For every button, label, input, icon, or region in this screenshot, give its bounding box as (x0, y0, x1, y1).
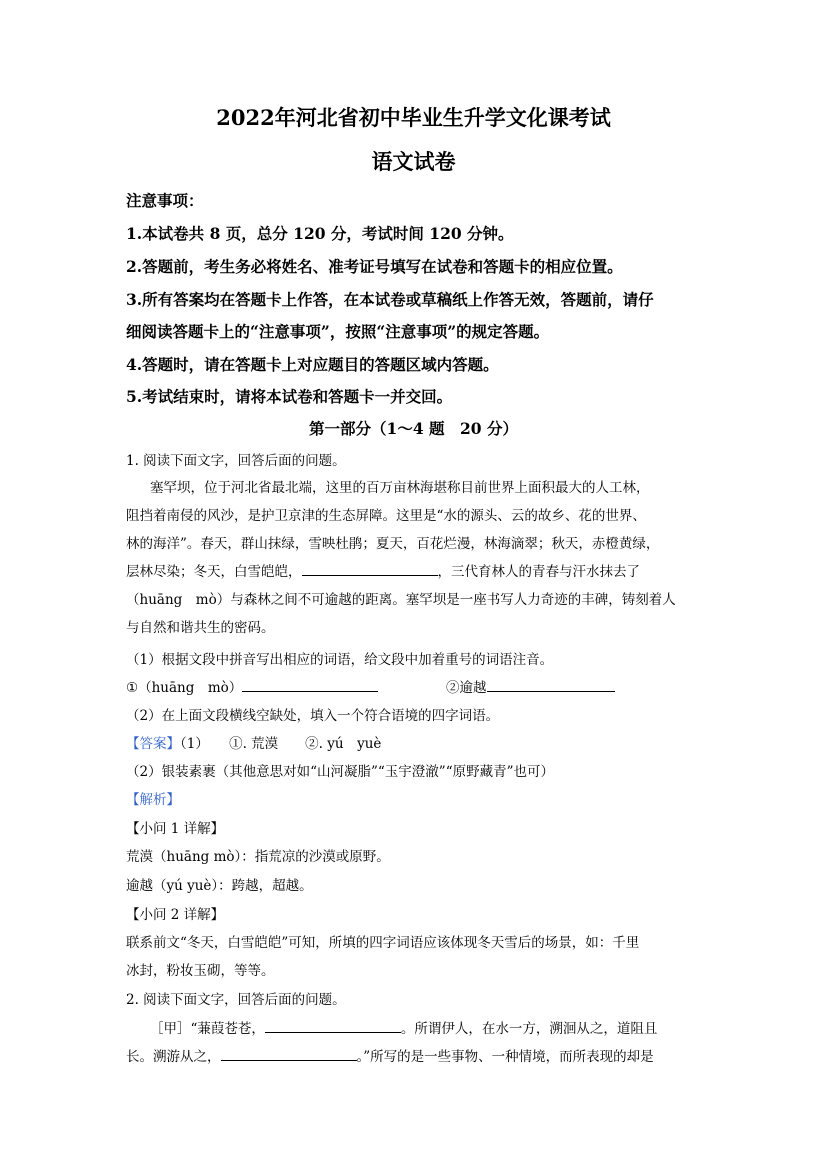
passage-line: （huāng mò）与森林之间不可逾越的距离。塞罕坝是一座书写人力奇迹的丰碑，铸刻着人 (126, 592, 676, 608)
passage-text: ，三代育林人的青春与汗水抹去了 (437, 564, 640, 580)
passage-text: 。”所写的是一些事物、一种情境，而所表现的却是 (356, 1049, 654, 1065)
passage-line: 阻挡着南侵的风沙，是护卫京津的生态屏障。这里是“水的源头、云的故乡、花的世界、 (126, 508, 646, 524)
passage-line (126, 1045, 654, 1065)
notice-item: 细阅读答题卡上的“注意事项”，按照“注意事项”的规定答题。 (126, 322, 550, 341)
exam-subtitle: 语文试卷 (371, 149, 456, 174)
sub-question-1: （1）根据文段中拼音写出相应的词语，给文段中加着重号的词语注音。 (126, 652, 554, 668)
passage-line (126, 560, 640, 580)
detail-text: 荒漠（huāng mò）：指荒凉的沙漠或原野。 (126, 849, 390, 865)
blank-label: ②逾越 (446, 680, 487, 696)
sub-question-1-blanks (126, 676, 378, 696)
notice-item: 3.所有答案均在答题卡上作答，在本试卷或草稿纸上作答无效，答题前，请仔 (126, 290, 654, 309)
passage-text: ［甲］“蒹葭苍苍， (150, 1021, 265, 1037)
notice-item: 1.本试卷共 8 页，总分 120 分，考试时间 120 分钟。 (126, 224, 514, 243)
passage-text: 。所谓伊人，在水一方，溯洄从之，道阻且 (400, 1021, 658, 1037)
sub-question-1-blanks (446, 676, 615, 696)
detail-text: 逾越（yú yuè）：跨越，超越。 (126, 878, 313, 894)
answer-text: （1） ①. 荒漠 ②. yú yuè (180, 736, 382, 752)
sub-question-2: （2）在上面文段横线空缺处，填入一个符合语境的四字词语。 (126, 708, 500, 724)
fill-blank (265, 1018, 401, 1033)
detail-label: 【小问 2 详解】 (126, 907, 225, 923)
passage-line: 林的海洋”。春天，群山抹绿，雪映杜鹃；夏天，百花烂漫，林海滴翠；秋天，赤橙黄绿， (126, 536, 660, 552)
notice-heading: 注意事项： (126, 191, 204, 210)
notice-item: 5.考试结束时，请将本试卷和答题卡一并交回。 (126, 387, 453, 406)
detail-text: 冰封，粉妆玉砌，等等。 (126, 963, 275, 979)
passage-text: 长。溯游从之， (126, 1049, 221, 1065)
blank-label: ①（huāng mò） (126, 680, 243, 696)
passage-line: 塞罕坝，位于河北省最北端，这里的百万亩林海堪称目前世界上面积最大的人工林， (150, 480, 650, 496)
answer-line (126, 732, 381, 752)
notice-item: 2.答题前，考生务必将姓名、准考证号填写在试卷和答题卡的相应位置。 (126, 257, 623, 276)
fill-blank (302, 561, 438, 576)
part1-heading: 第一部分（1～4 题 20 分） (309, 419, 518, 438)
notice-item: 4.答题时，请在答题卡上对应题目的答题区域内答题。 (126, 355, 499, 374)
passage-line (150, 1017, 657, 1037)
analysis-label: 【解析】 (126, 792, 180, 808)
question-1-stem: 1. 阅读下面文字，回答后面的问题。 (126, 453, 346, 469)
question-2-stem: 2. 阅读下面文字，回答后面的问题。 (126, 992, 346, 1008)
detail-label: 【小问 1 详解】 (126, 821, 225, 837)
exam-title: 2022年河北省初中毕业生升学文化课考试 (216, 105, 611, 130)
fill-blank (487, 677, 615, 692)
passage-line: 与自然和谐共生的密码。 (126, 620, 275, 636)
detail-text: 联系前文“冬天，白雪皑皑”可知，所填的四字词语应该体现冬天雪后的场景，如：千里 (126, 935, 640, 951)
passage-text: 层林尽染；冬天，白雪皑皑， (126, 564, 302, 580)
answer-line: （2）银装素裹（其他意思对如“山河凝脂”“玉宇澄澈”“原野藏青”也可） (126, 764, 554, 780)
fill-blank (242, 677, 378, 692)
answer-label: 【答案】 (126, 736, 180, 752)
fill-blank (221, 1046, 357, 1061)
